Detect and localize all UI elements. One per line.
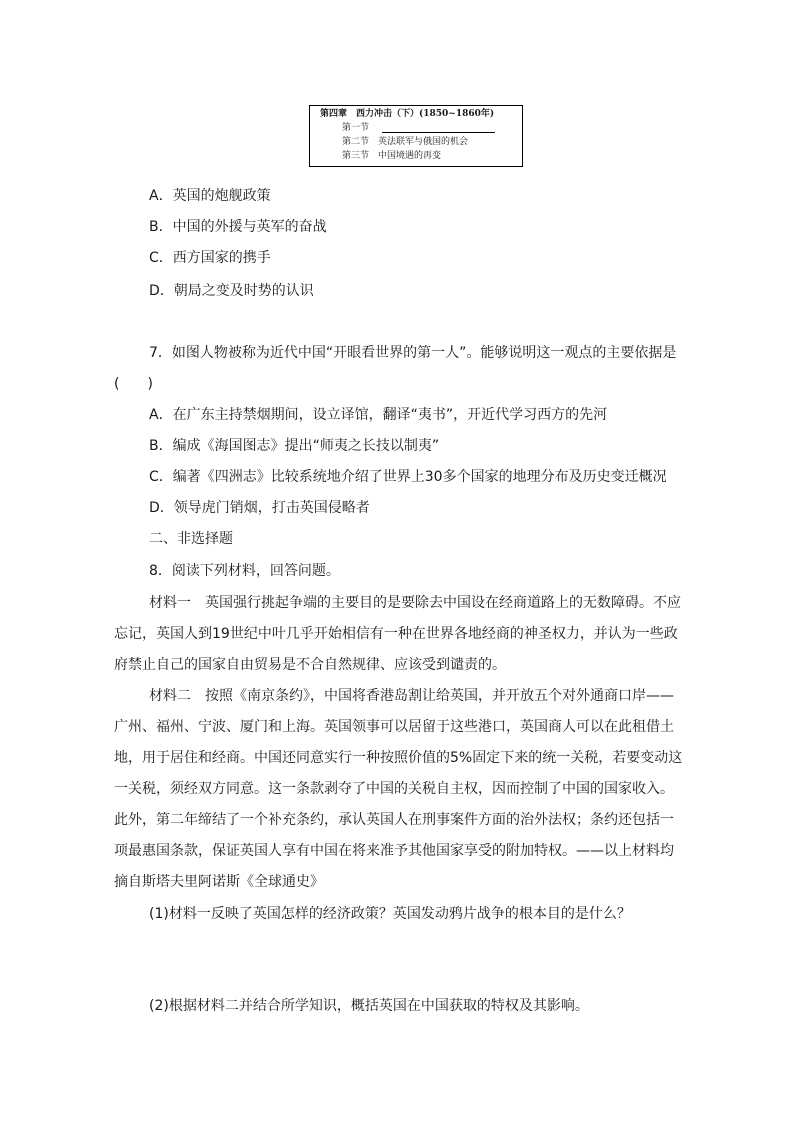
section-3-label: 第三节 中国境遇的再变 [342,151,442,161]
q6-option-b: B．中国的外援与英军的奋战 [149,219,327,235]
chapter-outline-box [309,105,523,167]
material2-line: 广州、福州、宁波、厦门和上海。英国领事可以居留于这些港口，英国商人可以在此租借土 [114,719,674,735]
material1-line: 材料一 英国强行挑起争端的主要目的是要除去中国设在经商道路上的无数障碍。不应 [149,595,681,611]
material2-line: 材料二 按照《南京条约》，中国将香港岛割让给英国，并开放五个对外通商口岸—— [149,688,674,704]
sub-question-1: (1)材料一反映了英国怎样的经济政策？英国发动鸦片战争的根本目的是什么？ [149,906,631,922]
material1-line: 府禁止自己的国家自由贸易是不合自然规律、应该受到谴责的。 [114,657,506,673]
q7-option-c: C．编著《四洲志》比较系统地介绍了世界上30多个国家的地理分布及历史变迁概况 [149,469,667,485]
q7-answer-bracket: ( ) [114,376,153,392]
material2-line: 地，用于居住和经商。中国还同意实行一种按照价值的5%固定下来的统一关税，若要变动这 [114,750,683,766]
q6-option-c: C．西方国家的携手 [149,250,271,266]
section-2-label: 第二节 英法联军与俄国的机会 [342,137,469,147]
q7-stem: 7．如图人物被称为近代中国“开眼看世界的第一人”。能够说明这一观点的主要依据是 [149,345,677,361]
q7-option-d: D．领导虎门销烟，打击英国侵略者 [149,500,370,516]
q6-option-d: D．朝局之变及时势的认识 [149,283,314,299]
material2-line: 此外，第二年缔结了一个补充条约，承认英国人在刑事案件方面的治外法权；条约还包括一 [114,812,674,828]
material2-line: 项最惠国条款，保证英国人享有中国在将来准予其他国家享受的附加特权。——以上材料均 [114,843,674,859]
chapter-title: 第四章 西力冲击（下）(1850~1860年) [320,109,495,119]
material2-line: 一关税，须经双方同意。这一条款剥夺了中国的关税自主权，因而控制了中国的国家收入。 [114,781,674,797]
fill-blank-line [382,132,495,133]
section-1-label: 第一节 [342,123,370,133]
q7-option-b: B．编成《海国图志》提出“师夷之长技以制夷” [149,438,440,454]
material1-line: 忘记，英国人到19世纪中叶几乎开始相信有一种在世界各地经商的神圣权力，并认为一些政 [114,626,678,642]
material2-line: 摘自斯塔夫里阿诺斯《全球通史》 [114,874,324,890]
section-heading: 二、非选择题 [149,531,233,547]
q7-option-a: A．在广东主持禁烟期间，设立译馆，翻译“夷书”，开近代学习西方的先河 [149,407,608,423]
q8-stem: 8．阅读下列材料，回答问题。 [149,563,340,579]
q6-option-a: A．英国的炮舰政策 [149,188,271,204]
sub-question-2: (2)根据材料二并结合所学知识，概括英国在中国获取的特权及其影响。 [149,998,589,1014]
